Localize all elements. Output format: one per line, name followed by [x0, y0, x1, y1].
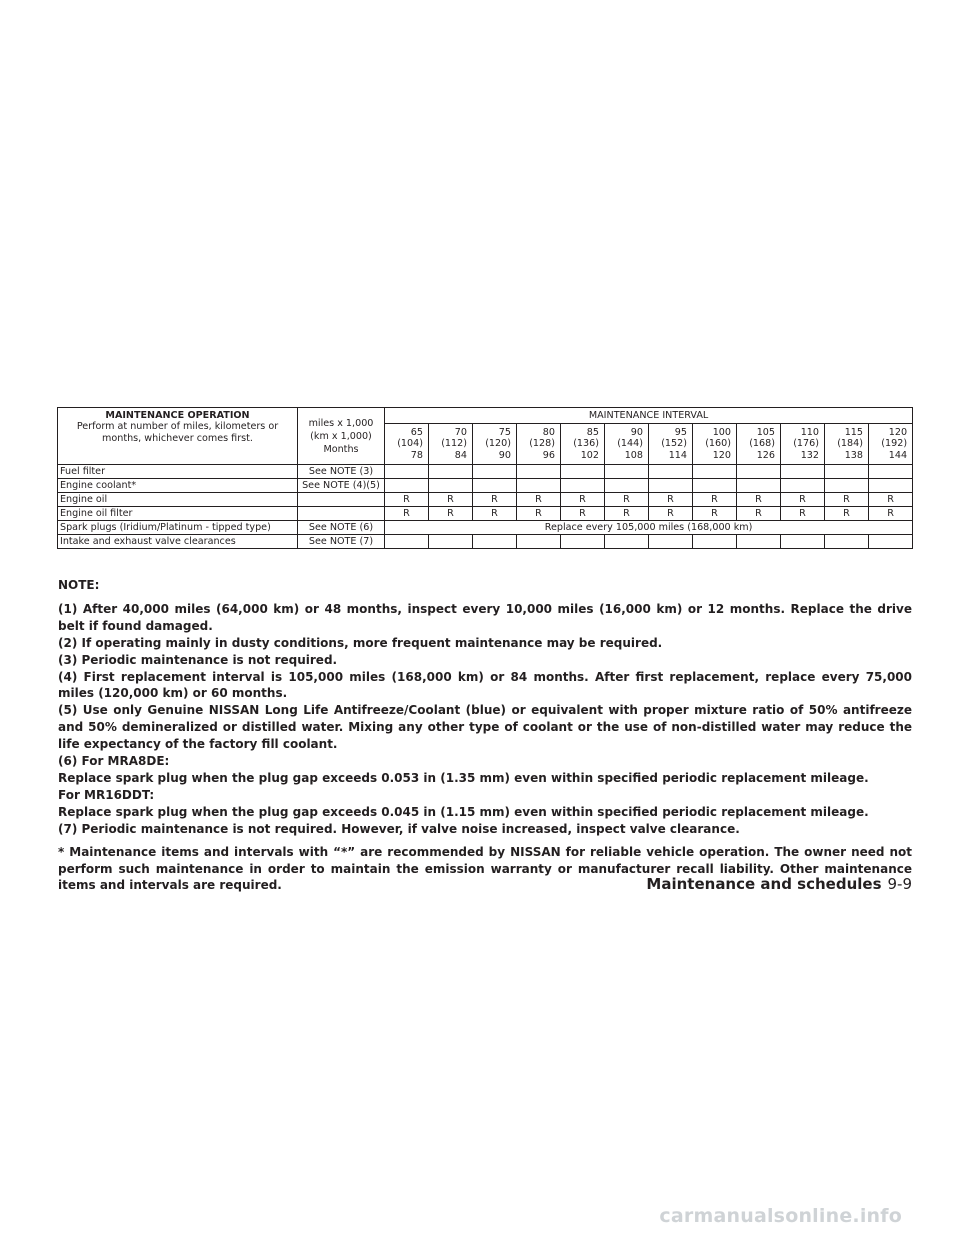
- table-row: [58, 493, 913, 507]
- note-line: (1) After 40,000 miles (64,000 km) or 48 months, inspect every 10,000 miles (16,000 km) or 12 months. Replace the drive belt if found damaged.: [58, 601, 912, 633]
- interval-cell: R: [561, 493, 605, 507]
- interval-cell: [385, 535, 429, 549]
- interval-cell: R: [429, 507, 473, 521]
- interval-km: (192): [881, 438, 908, 450]
- row-item: Fuel filter: [58, 465, 298, 479]
- interval-km: (136): [573, 438, 599, 450]
- note-line: For MR16DDT:: [58, 787, 155, 802]
- interval-header: [825, 424, 869, 465]
- interval-cell: R: [737, 507, 781, 521]
- interval-km: (152): [661, 438, 687, 450]
- interval-cell: R: [693, 493, 737, 507]
- interval-cell: [473, 479, 517, 493]
- watermark: carmanualsonline.info: [659, 1205, 902, 1227]
- interval-cell: [649, 465, 693, 479]
- interval-miles: 115: [844, 426, 863, 438]
- interval-cell: [517, 479, 561, 493]
- note-line: (3) Periodic maintenance is not required.: [58, 652, 338, 667]
- interval-cell: R: [473, 493, 517, 507]
- maintenance-table: [57, 407, 913, 549]
- interval-cell: [561, 465, 605, 479]
- row-note: See NOTE (3): [298, 465, 385, 479]
- section-title: Maintenance and schedules: [646, 875, 882, 893]
- interval-km: (168): [749, 438, 775, 450]
- interval-miles: 75: [498, 426, 511, 438]
- interval-header: [429, 424, 473, 465]
- interval-cell: [825, 479, 869, 493]
- interval-cell: [781, 535, 825, 549]
- asterisk-footnote: * Maintenance items and intervals with “*” are recommended by NISSAN for reliable vehicle operation. The owner need not perform such maintenance in order to maintain the emission warranty or manufacturer recall liability. Other maintenance items and intervals are required.: [58, 844, 912, 893]
- note-line: (4) First replacement interval is 105,000 miles (168,000 km) or 84 months. After first replacement, replace every 75,000 miles (120,000 km) or 60 months.: [58, 669, 912, 701]
- interval-months: 84: [454, 449, 467, 461]
- interval-miles: 95: [674, 426, 687, 438]
- interval-cell: R: [385, 493, 429, 507]
- interval-cell: R: [605, 493, 649, 507]
- units-miles: miles x 1,000: [308, 417, 374, 429]
- interval-miles: 100: [712, 426, 731, 438]
- row-item: Engine oil: [58, 493, 298, 507]
- interval-miles: 90: [630, 426, 643, 438]
- interval-cell: R: [561, 507, 605, 521]
- notes-heading: NOTE:: [58, 578, 100, 592]
- interval-cell: R: [825, 507, 869, 521]
- interval-cell: [649, 479, 693, 493]
- interval-header: [605, 424, 649, 465]
- table-row: [58, 535, 913, 549]
- interval-cell: [385, 479, 429, 493]
- interval-months: 120: [712, 449, 731, 461]
- interval-km: (184): [837, 438, 863, 450]
- table-header: [58, 408, 913, 465]
- interval-cell: R: [517, 507, 561, 521]
- maintenance-operation-title: MAINTENANCE OPERATION: [105, 410, 250, 421]
- interval-miles: 65: [410, 426, 423, 438]
- interval-cell: R: [737, 493, 781, 507]
- interval-header: [737, 424, 781, 465]
- interval-cell: [385, 465, 429, 479]
- interval-months: 102: [580, 449, 599, 461]
- table-row: [58, 521, 913, 535]
- interval-cell: [605, 479, 649, 493]
- interval-cell: R: [605, 507, 649, 521]
- page-number: 9-9: [887, 875, 912, 893]
- interval-cell: [649, 535, 693, 549]
- interval-cell: [517, 535, 561, 549]
- note-line: (7) Periodic maintenance is not required. However, if valve noise increased, inspect valve clearance.: [58, 821, 740, 836]
- row-note: See NOTE (4)(5): [298, 479, 385, 493]
- table-row: [58, 465, 913, 479]
- row-note: [298, 507, 385, 521]
- maintenance-interval-title: MAINTENANCE INTERVAL: [385, 408, 913, 424]
- interval-cell: [605, 465, 649, 479]
- note-line: (5) Use only Genuine NISSAN Long Life Antifreeze/Coolant (blue) or equivalent with proper mixture ratio of 50% antifreeze and 50% demineralized or distilled water. Mixing any other type of coolant or the use of non-distilled water may reduce the life expectancy of the factory fill coolant.: [58, 703, 912, 752]
- note-line: Replace spark plug when the plug gap exceeds 0.045 in (1.15 mm) even within specified periodic replacement mileage.: [58, 804, 869, 819]
- row-item: Spark plugs (Iridium/Platinum - tipped type): [58, 521, 298, 535]
- interval-cell: R: [869, 493, 913, 507]
- notes-section: [58, 577, 912, 894]
- interval-cell: [737, 535, 781, 549]
- interval-months: 96: [542, 449, 555, 461]
- interval-cell: R: [385, 507, 429, 521]
- interval-miles: 105: [756, 426, 775, 438]
- page-footer: [646, 875, 912, 893]
- interval-header: [781, 424, 825, 465]
- interval-months: 108: [624, 449, 643, 461]
- interval-cell: [737, 465, 781, 479]
- interval-cell: R: [649, 493, 693, 507]
- interval-cell: R: [693, 507, 737, 521]
- interval-cell: [869, 465, 913, 479]
- interval-cell: [825, 535, 869, 549]
- interval-miles: 110: [800, 426, 819, 438]
- interval-header: [473, 424, 517, 465]
- maintenance-operation-header: [58, 408, 298, 465]
- interval-cell: [561, 535, 605, 549]
- interval-months: 126: [756, 449, 775, 461]
- row-item: Engine oil filter: [58, 507, 298, 521]
- table-row: [58, 507, 913, 521]
- interval-header: [649, 424, 693, 465]
- interval-months: 114: [668, 449, 687, 461]
- interval-km: (104): [397, 438, 423, 450]
- table-body: [58, 465, 913, 549]
- interval-months: 138: [844, 449, 863, 461]
- row-item: Intake and exhaust valve clearances: [58, 535, 298, 549]
- interval-cell: [869, 535, 913, 549]
- interval-cell: R: [473, 507, 517, 521]
- note-line: (6) For MRA8DE:: [58, 754, 170, 769]
- interval-months: 90: [498, 449, 511, 461]
- interval-header: [385, 424, 429, 465]
- interval-cell: R: [781, 493, 825, 507]
- interval-miles: 80: [542, 426, 555, 438]
- maintenance-operation-subtitle: Perform at number of miles, kilometers or months, whichever comes first.: [76, 421, 279, 444]
- interval-cell: [473, 535, 517, 549]
- note-line: Replace spark plug when the plug gap exceeds 0.053 in (1.35 mm) even within specified periodic replacement mileage.: [58, 770, 869, 785]
- interval-cell: [693, 465, 737, 479]
- table-row: [58, 479, 913, 493]
- row-note: [298, 493, 385, 507]
- interval-header: [561, 424, 605, 465]
- interval-months: 144: [888, 449, 908, 461]
- interval-months: 78: [410, 449, 423, 461]
- interval-months: 132: [800, 449, 819, 461]
- interval-cell: [737, 479, 781, 493]
- interval-cell: [429, 479, 473, 493]
- interval-miles: 85: [586, 426, 599, 438]
- interval-cell: [473, 465, 517, 479]
- interval-km: (176): [793, 438, 819, 450]
- interval-cell: [825, 465, 869, 479]
- interval-cell: [781, 479, 825, 493]
- interval-header: [517, 424, 561, 465]
- interval-cell: [561, 479, 605, 493]
- interval-cell: [429, 465, 473, 479]
- interval-header: [869, 424, 913, 465]
- units-km: (km x 1,000): [310, 430, 372, 442]
- row-span-text: Replace every 105,000 miles (168,000 km): [385, 521, 913, 535]
- note-line: (2) If operating mainly in dusty conditions, more frequent maintenance may be required.: [58, 635, 663, 650]
- row-note: See NOTE (6): [298, 521, 385, 535]
- interval-cell: R: [517, 493, 561, 507]
- interval-cell: [429, 535, 473, 549]
- interval-cell: [693, 535, 737, 549]
- interval-cell: [869, 479, 913, 493]
- interval-cell: R: [781, 507, 825, 521]
- units-header: [298, 408, 385, 465]
- interval-km: (160): [705, 438, 731, 450]
- interval-miles: 70: [454, 426, 467, 438]
- units-months: Months: [323, 443, 359, 455]
- interval-cell: R: [825, 493, 869, 507]
- interval-header: [693, 424, 737, 465]
- interval-cell: [781, 465, 825, 479]
- interval-cell: [693, 479, 737, 493]
- row-note: See NOTE (7): [298, 535, 385, 549]
- interval-cell: R: [429, 493, 473, 507]
- interval-cell: R: [869, 507, 913, 521]
- interval-cell: [517, 465, 561, 479]
- row-item: Engine coolant*: [58, 479, 298, 493]
- interval-km: (128): [529, 438, 555, 450]
- interval-miles: 120: [888, 426, 908, 438]
- interval-km: (112): [441, 438, 467, 450]
- interval-cell: R: [649, 507, 693, 521]
- interval-km: (144): [617, 438, 643, 450]
- interval-km: (120): [485, 438, 511, 450]
- interval-cell: [605, 535, 649, 549]
